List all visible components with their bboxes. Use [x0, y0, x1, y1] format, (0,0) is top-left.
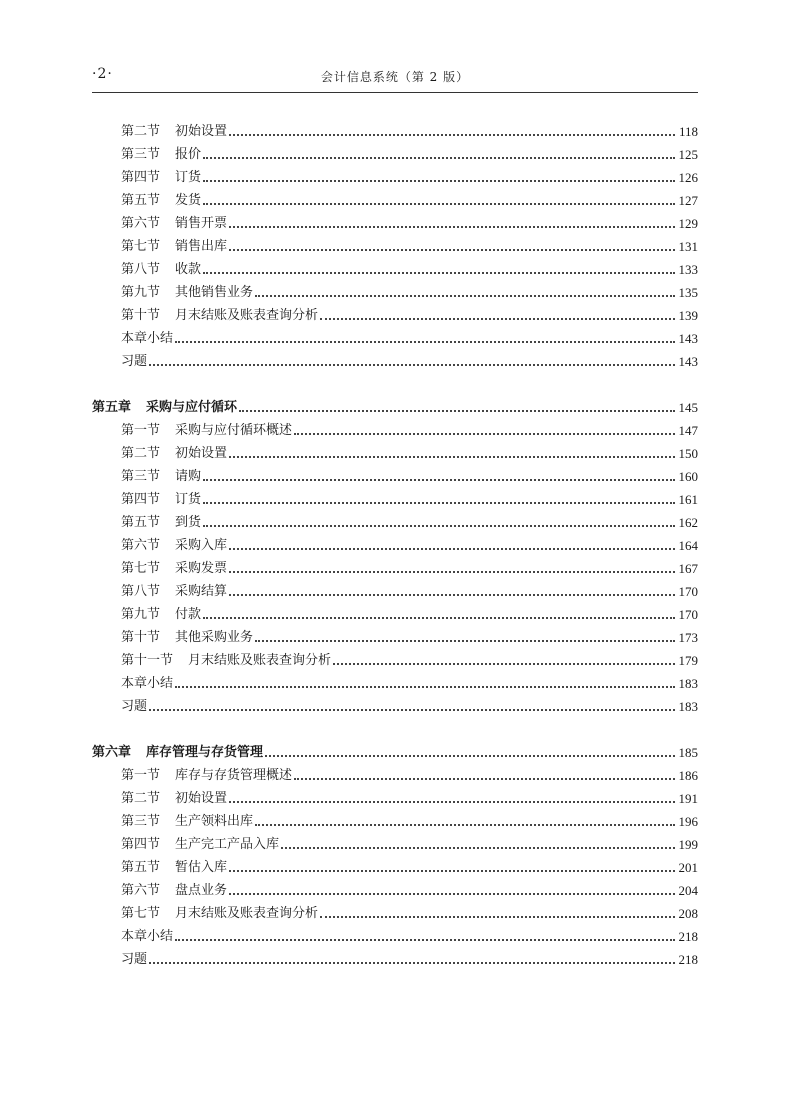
- toc-section-entry: [121, 904, 698, 924]
- toc-section-entry: [121, 927, 698, 947]
- toc-entry-number: 第二节: [121, 446, 161, 461]
- toc-dot-leader: [255, 824, 674, 826]
- toc-dot-leader: [229, 594, 674, 596]
- toc-section-entry: [121, 513, 698, 533]
- toc-dot-leader: [229, 801, 674, 803]
- toc-entry-title: 习题: [121, 952, 148, 967]
- toc-entry-number: 第五节: [121, 860, 161, 875]
- toc-section-entry: [121, 835, 698, 855]
- toc-entry-title: 月末结账及账表查询分析: [175, 308, 319, 323]
- toc-page-number: 164: [678, 538, 698, 553]
- toc-entry-title: 月末结账及账表查询分析: [175, 906, 319, 921]
- toc-section-entry: [121, 444, 698, 464]
- toc-dot-leader: [149, 364, 674, 366]
- toc-section-entry: [121, 352, 698, 372]
- toc-entry-title: 生产完工产品入库: [175, 837, 280, 852]
- toc-dot-leader: [229, 548, 674, 550]
- toc-page-number: 201: [678, 860, 698, 875]
- toc-section-entry: [121, 329, 698, 349]
- toc-entry-title: 习题: [121, 354, 148, 369]
- toc-entry-number: 第一节: [121, 768, 161, 783]
- toc-entry-number: 第三节: [121, 469, 161, 484]
- toc-entry-title: 采购与应付循环: [146, 400, 238, 415]
- toc-page-number: 179: [678, 653, 698, 668]
- toc-dot-leader: [175, 341, 674, 343]
- toc-entry-number: 第十一节: [121, 653, 174, 668]
- toc-page-number: 131: [678, 239, 698, 254]
- toc-section-entry: [121, 674, 698, 694]
- toc-section-entry: [121, 582, 698, 602]
- toc-entry-number: 第十节: [121, 308, 161, 323]
- toc-entry-title: 本章小结: [121, 676, 174, 691]
- toc-entry-title: 收款: [175, 262, 202, 277]
- toc-entry-number: 第九节: [121, 607, 161, 622]
- toc-section-entry: [121, 605, 698, 625]
- toc-entry-title: 其他销售业务: [175, 285, 254, 300]
- toc-page-number: 143: [678, 331, 698, 346]
- toc-dot-leader: [203, 180, 674, 182]
- toc-dot-leader: [229, 870, 674, 872]
- toc-entry-number: 第六章: [92, 745, 132, 760]
- toc-entry-title: 库存管理与存货管理: [146, 745, 264, 760]
- toc-page-number: 143: [678, 354, 698, 369]
- toc-dot-leader: [239, 410, 674, 412]
- toc-entry-title: 采购与应付循环概述: [175, 423, 293, 438]
- toc-dot-leader: [203, 157, 674, 159]
- toc-page-number: 196: [678, 814, 698, 829]
- toc-section-entry: [121, 306, 698, 326]
- toc-dot-leader: [203, 525, 674, 527]
- toc-dot-leader: [333, 663, 674, 665]
- toc-section-entry: [121, 766, 698, 786]
- toc-dot-leader: [255, 640, 674, 642]
- toc-entry-title: 采购入库: [175, 538, 228, 553]
- toc-dot-leader: [149, 709, 674, 711]
- toc-page-number: 167: [678, 561, 698, 576]
- toc-entry-number: 第二节: [121, 124, 161, 139]
- toc-entry-number: 第九节: [121, 285, 161, 300]
- toc-page-number: 170: [678, 607, 698, 622]
- toc-entry-title: 本章小结: [121, 331, 174, 346]
- toc-dot-leader: [203, 479, 674, 481]
- toc-page-number: 183: [678, 676, 698, 691]
- toc-entry-title: 库存与存货管理概述: [175, 768, 293, 783]
- toc-dot-leader: [229, 571, 674, 573]
- toc-section-entry: [121, 858, 698, 878]
- toc-dot-leader: [203, 502, 674, 504]
- toc-entry-number: 第一节: [121, 423, 161, 438]
- toc-entry-number: 第五章: [92, 400, 132, 415]
- toc-entry-title: 初始设置: [175, 791, 228, 806]
- toc-dot-leader: [281, 847, 674, 849]
- toc-section-entry: [121, 260, 698, 280]
- toc-entry-title: 发货: [175, 193, 202, 208]
- toc-section-entry: [121, 950, 698, 970]
- toc-dot-leader: [203, 203, 674, 205]
- toc-entry-title: 其他采购业务: [175, 630, 254, 645]
- toc-page-number: 145: [678, 400, 698, 415]
- toc-section-entry: [121, 881, 698, 901]
- toc-chapter-entry: [92, 743, 698, 763]
- toc-entry-number: 第八节: [121, 262, 161, 277]
- toc-page-number: 185: [678, 745, 698, 760]
- toc-page-number: 129: [678, 216, 698, 231]
- toc-section-entry: [121, 283, 698, 303]
- toc-page-number: 125: [678, 147, 698, 162]
- toc-dot-leader: [229, 249, 674, 251]
- toc-page-number: 183: [678, 699, 698, 714]
- toc-dot-leader: [229, 134, 675, 136]
- toc-entry-title: 初始设置: [175, 446, 228, 461]
- toc-chapter-entry: [92, 398, 698, 418]
- toc-section-entry: [121, 122, 698, 142]
- toc-entry-number: 第六节: [121, 216, 161, 231]
- toc-section-entry: [121, 421, 698, 441]
- toc-entry-number: 第六节: [121, 883, 161, 898]
- toc-entry-number: 第二节: [121, 791, 161, 806]
- toc-entry-title: 到货: [175, 515, 202, 530]
- toc-entry-title: 初始设置: [175, 124, 228, 139]
- toc-page-number: 186: [678, 768, 698, 783]
- toc-entry-number: 第七节: [121, 906, 161, 921]
- toc-entry-title: 销售开票: [175, 216, 228, 231]
- toc-page-number: 191: [678, 791, 698, 806]
- toc-page-number: 118: [678, 124, 698, 139]
- toc-dot-leader: [265, 755, 674, 757]
- toc-entry-number: 第七节: [121, 561, 161, 576]
- toc-page-number: 135: [678, 285, 698, 300]
- toc-section-entry: [121, 789, 698, 809]
- toc-dot-leader: [294, 433, 674, 435]
- toc-entry-title: 暂估入库: [175, 860, 228, 875]
- toc-page-number: 199: [678, 837, 698, 852]
- toc-dot-leader: [203, 272, 674, 274]
- toc-page-number: 127: [678, 193, 698, 208]
- toc-section-entry: [121, 145, 698, 165]
- toc-page-number: 162: [678, 515, 698, 530]
- toc-page-number: 161: [678, 492, 698, 507]
- toc-entry-title: 付款: [175, 607, 202, 622]
- toc-entry-number: 第七节: [121, 239, 161, 254]
- toc-entry-number: 第六节: [121, 538, 161, 553]
- toc-dot-leader: [294, 778, 674, 780]
- toc-page-number: 204: [678, 883, 698, 898]
- toc-section-entry: [121, 237, 698, 257]
- toc-page-number: 170: [678, 584, 698, 599]
- toc-section-entry: [121, 536, 698, 556]
- toc-entry-title: 报价: [175, 147, 202, 162]
- toc-entry-title: 习题: [121, 699, 148, 714]
- toc-section-entry: [121, 490, 698, 510]
- toc-page-number: 173: [678, 630, 698, 645]
- toc-section-entry: [121, 812, 698, 832]
- toc-entry-title: 订货: [175, 170, 202, 185]
- toc-dot-leader: [175, 939, 674, 941]
- toc-section-entry: [121, 467, 698, 487]
- toc-entry-number: 第五节: [121, 515, 161, 530]
- toc-entry-number: 第五节: [121, 193, 161, 208]
- toc-entry-title: 生产领料出库: [175, 814, 254, 829]
- toc-entry-number: 第四节: [121, 170, 161, 185]
- toc-dot-leader: [229, 226, 674, 228]
- toc-entry-title: 盘点业务: [175, 883, 228, 898]
- toc-dot-leader: [229, 893, 674, 895]
- toc-entry-number: 第三节: [121, 147, 161, 162]
- toc-entry-title: 采购结算: [175, 584, 228, 599]
- toc-dot-leader: [255, 295, 674, 297]
- toc-section-entry: [121, 559, 698, 579]
- toc-entry-title: 请购: [175, 469, 202, 484]
- toc-entry-title: 销售出库: [175, 239, 228, 254]
- toc-entry-number: 第四节: [121, 837, 161, 852]
- toc-page-number: 208: [678, 906, 698, 921]
- toc-entry-number: 第八节: [121, 584, 161, 599]
- toc-page-number: 218: [678, 929, 698, 944]
- toc-section-entry: [121, 651, 698, 671]
- toc-section-entry: [121, 628, 698, 648]
- toc-section-entry: [121, 697, 698, 717]
- toc-page-number: 133: [678, 262, 698, 277]
- toc-section-entry: [121, 191, 698, 211]
- toc-entry-number: 第十节: [121, 630, 161, 645]
- page-header: [92, 66, 698, 93]
- toc-entry-title: 月末结账及账表查询分析: [188, 653, 332, 668]
- page-number: ·2·: [92, 66, 113, 82]
- toc-dot-leader: [229, 456, 674, 458]
- running-title: 会计信息系统（第 2 版）: [320, 70, 470, 84]
- toc-dot-leader: [203, 617, 674, 619]
- toc-section-entry: [121, 168, 698, 188]
- toc-dot-leader: [320, 318, 674, 320]
- toc-entry-title: 本章小结: [121, 929, 174, 944]
- toc-page-number: 126: [678, 170, 698, 185]
- toc-entry-number: 第四节: [121, 492, 161, 507]
- toc-entry-title: 采购发票: [175, 561, 228, 576]
- toc-dot-leader: [175, 686, 674, 688]
- toc-entry-number: 第三节: [121, 814, 161, 829]
- toc-page-number: 218: [678, 952, 698, 967]
- toc-page-number: 139: [678, 308, 698, 323]
- toc-dot-leader: [149, 962, 674, 964]
- toc-entry-title: 订货: [175, 492, 202, 507]
- toc-dot-leader: [320, 916, 674, 918]
- toc-page-number: 150: [678, 446, 698, 461]
- toc-page-number: 147: [678, 423, 698, 438]
- toc-section-entry: [121, 214, 698, 234]
- toc-page-number: 160: [678, 469, 698, 484]
